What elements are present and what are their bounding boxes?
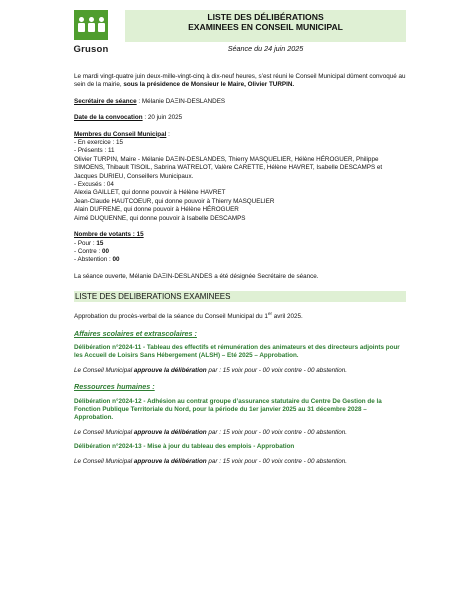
document-header [125,10,406,42]
intro-paragraph: Le mardi vingt-quatre juin deux-mille-vingt-cinq à dix-neuf heures, s’est réuni le Conseil Municipal dûment convoqué au sein de la mairie, sous la présidence de Monsieur le Maire, Olivier TURPIN. [74,73,406,89]
voters-heading: Nombre de votants : 15 [74,231,144,239]
category-title: Affaires scolaires et extrascolaires : [74,328,197,338]
logo-name: Gruson [73,44,109,55]
deliberation-title: Délibération n°2024-12 - Adhésion au contrat groupe d’assurance statutaire du Centre De Gestion de la Fonction Publique Territoriale du Nord, pour la période du 1er janvier 2025 au 31 décembre 2028 – Approbation. [74,397,382,422]
municipal-logo [68,10,114,60]
deliberation-title: Délibération n°2024-13 - Mise à jour du tableau des emplois - Approbation [74,443,295,451]
section-title: LISTE DES DELIBERATIONS EXAMINEES [74,291,406,302]
document-title-line1: LISTE DES DÉLIBÉRATIONS [207,12,324,22]
secretary-line: Secrétaire de séance : Mélanie DAΞIN-DESLANDES [74,97,226,105]
proxy-line: Alain DUFRENE, qui donne pouvoir à Hélène HÉROGUER [74,206,239,214]
proxy-line: Jean-Claude HAUTCOEUR, qui donne pouvoir à Thierry MASQUELIER [74,197,275,205]
members-in-office: - En exercice : 15 [74,139,123,147]
members-present: - Présents : 11 [74,147,115,155]
voters-against: - Contre : 00 [74,247,110,255]
approval-line: Approbation du procès-verbal de la séance du Conseil Municipal du 1er avril 2025. [74,311,303,321]
members-present-names: Olivier TURPIN, Maire - Mélanie DAΞIN-DESLANDES, Thierry MASQUELIER, Hélène HÉROGUER, Philippe SIMOENS, Thibault TISOIL, Sabrina WATRELOT, Valère CARETTE, Hélène HAVRET, Isabelle DESCAMPS et Jacques DURIEU, Conseillers Municipaux. [74,155,383,180]
voters-for: - Pour : 15 [74,239,104,247]
members-heading: Membres du Conseil Municipal : [74,130,170,138]
members-excused: - Excusés : 04 [74,181,114,189]
deliberation-vote: Le Conseil Municipal approuve la délibération par : 15 voix pour - 00 voix contre - 00 abstention. [74,428,347,436]
deliberation-vote: Le Conseil Municipal approuve la délibération par : 15 voix pour - 00 voix contre - 00 abstention. [74,366,347,374]
document-body [74,73,406,466]
deliberation-title: Délibération n°2024-11 - Tableau des effectifs et rémunération des animateurs et des directeurs adjoints pour les Accueil de Loisirs Sans Hébergement (ALSH) – Eté 2025 – Approbation. [74,344,400,360]
opening-line: La séance ouverte, Mélanie DAΞIN-DESLANDES a été désignée Secrétaire de séance. [74,272,319,280]
session-date: Séance du 24 juin 2025 [227,44,304,53]
document-title-line2: EXAMINEES EN CONSEIL MUNICIPAL [188,22,343,32]
convocation-line: Date de la convocation : 20 juin 2025 [74,114,183,122]
three-figures-logo-icon [74,10,108,40]
proxy-line: Alexia GAILLET, qui donne pouvoir à Hélène HAVRET [74,189,226,197]
category-title: Ressources humaines : [74,382,155,392]
proxy-line: Aimé DUQUENNE, qui donne pouvoir à Isabelle DESCAMPS [74,214,246,222]
deliberation-vote: Le Conseil Municipal approuve la délibération par : 15 voix pour - 00 voix contre - 00 abstention. [74,457,347,465]
voters-abstain: - Abstention : 00 [74,256,120,264]
